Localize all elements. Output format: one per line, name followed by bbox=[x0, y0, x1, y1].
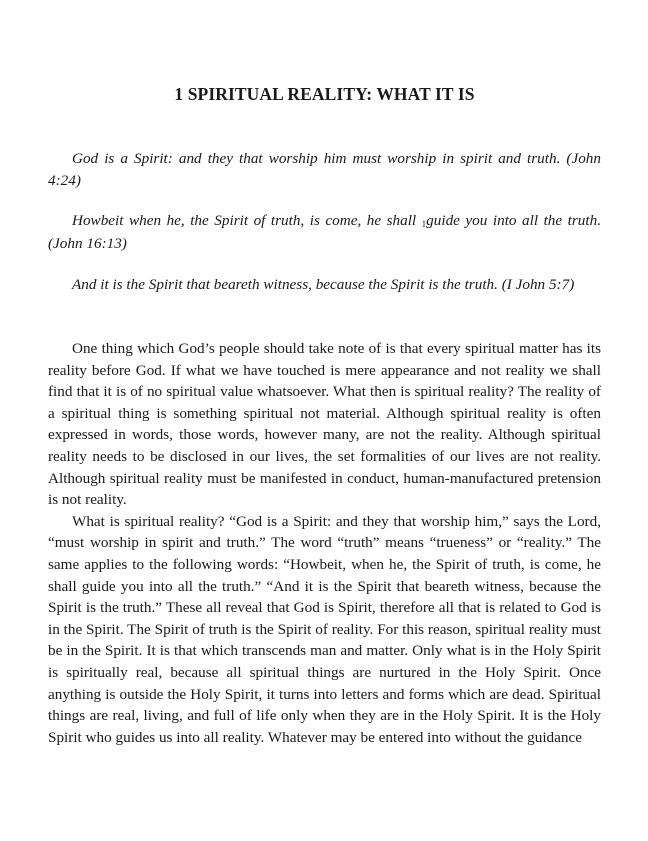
body-paragraph: What is spiritual reality? “God is a Spirit: and they that worship him,” says the Lord, “must worship in spirit and truth.” The word “truth” means “trueness” or “reality.” The same applies to the following words: “Howbeit, when he, the Spirit of truth, is come, he shall guide you into all the truth.” “And it is the Spirit that beareth witness, because the Spirit is the truth.” These all reveal that God is Spirit, therefore all that is related to God is in the Spirit. The Spirit of truth is the Spirit of reality. For this reason, spiritual reality must be in the Spirit. It is that which transcends man and matter. Only what is in the Holy Spirit is spiritually real, because all spiritual things are nurtured in the Holy Spirit. Once anything is outside the Holy Spirit, it turns into letters and forms which are dead. Spiritual things are real, living, and full of life only when they are in the Holy Spirit. It is the Holy Spirit who guides us into all reality. Whatever may be entered into without the guidance bbox=[48, 512, 601, 746]
quote-text: And it is the Spirit that beareth witness, because the Spirit is the truth. (I John 5:7) bbox=[72, 276, 575, 293]
quote-text-after: guide you into all the truth. (John 16:13) bbox=[48, 212, 601, 252]
quote-text-before: Howbeit when he, the Spirit of truth, is come, he shall bbox=[72, 212, 422, 229]
quote-text: God is a Spirit: and they that worship him must worship in spirit and truth. (John 4:24) bbox=[48, 150, 601, 189]
body-paragraph: One thing which God’s people should take note of is that every spiritual matter has its reality before God. If what we have touched is mere appearance and not reality we shall find that it is of no spiritual value whatsoever. What then is spiritual reality? The reality of a spiritual thing is something spiritual not material. Although spiritual reality is often expressed in words, those words, however many, are not the reality. Although spiritual reality needs to be disclosed in our lives, the set formalities of our lives are not reality. Although spiritual reality must be manifested in conduct, human-manufactured pretension is not reality. bbox=[48, 340, 601, 509]
scripture-quote-1-john-5-7 bbox=[48, 274, 601, 296]
footnote-marker: 1 bbox=[421, 219, 427, 229]
chapter-title: 1 SPIRITUAL REALITY: WHAT IT IS bbox=[174, 84, 475, 104]
body-text bbox=[48, 338, 601, 748]
scripture-quote-john-16-13 bbox=[48, 210, 601, 255]
scripture-quote-john-4-24 bbox=[48, 148, 601, 192]
